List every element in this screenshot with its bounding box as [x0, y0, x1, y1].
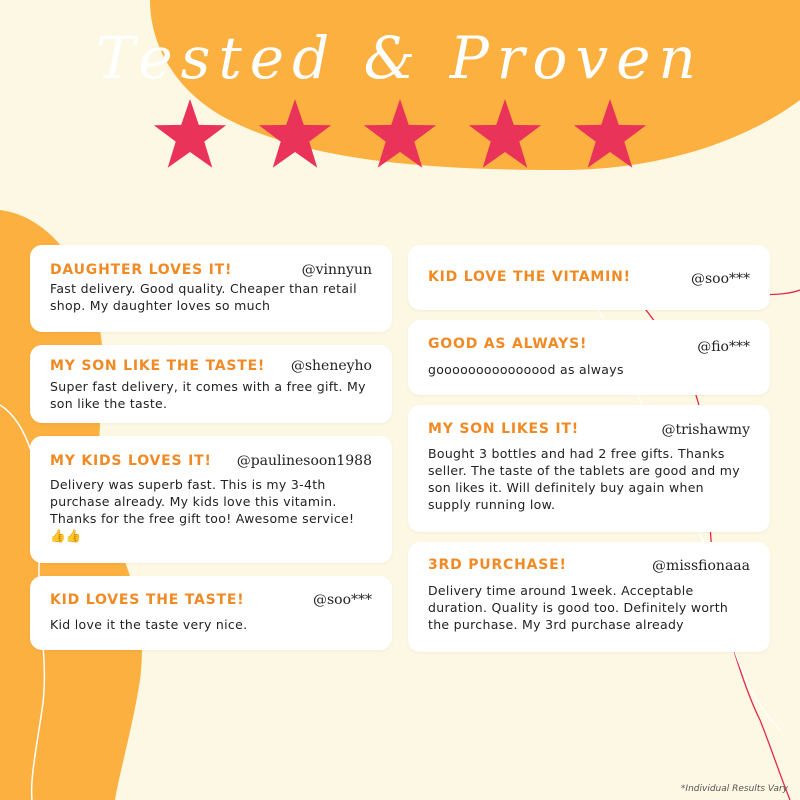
- disclaimer-note: *Individual Results Vary: [680, 784, 788, 794]
- star-icon: [574, 99, 646, 168]
- star-icon: [469, 99, 541, 168]
- review-title: KID LOVE THE VITAMIN!: [428, 269, 631, 285]
- review-handle: @missfionaaa: [652, 558, 750, 574]
- review-handle: @fio***: [697, 339, 750, 355]
- review-handle: @paulinesoon1988: [236, 453, 372, 469]
- review-body: Kid love it the taste very nice.: [50, 617, 248, 632]
- review-body: Fast delivery. Good quality. Cheaper than retail shop. My daughter loves so much: [50, 281, 357, 313]
- review-card-my-son-like-the-taste: [30, 345, 392, 423]
- rating-stars: [150, 95, 650, 175]
- review-title: 3RD PURCHASE!: [428, 557, 567, 573]
- review-handle: @soo***: [312, 592, 372, 608]
- review-card-daughter-loves-it: [30, 245, 392, 332]
- star-icon: [364, 99, 436, 168]
- review-body: Super fast delivery, it comes with a free gift. My son like the taste.: [50, 379, 366, 411]
- star-icon: [154, 99, 226, 168]
- review-card-my-son-likes-it: [408, 405, 770, 532]
- review-card-good-as-always: [408, 320, 770, 395]
- review-body: Bought 3 bottles and had 2 free gifts. Thanks seller. The taste of the tablets are good and my son likes it. Will definitely buy again when supply running low.: [428, 446, 740, 512]
- review-title: GOOD AS ALWAYS!: [428, 336, 588, 352]
- review-title: MY KIDS LOVES IT!: [50, 453, 212, 469]
- review-card-kid-love-the-vitamin: [408, 245, 770, 310]
- review-card-3rd-purchase: [408, 542, 770, 652]
- star-icon: [259, 99, 331, 168]
- review-card-my-kids-loves-it: [30, 436, 392, 563]
- review-body: Delivery time around 1week. Acceptable duration. Quality is good too. Definitely worth the purchase. My 3rd purchase already: [428, 583, 729, 632]
- review-title: MY SON LIKE THE TASTE!: [50, 358, 266, 374]
- review-handle: @sheneyho: [290, 358, 372, 374]
- review-handle: @soo***: [690, 271, 750, 287]
- page-title: Tested & Proven: [96, 24, 704, 92]
- review-body: gooooooooooooood as always: [428, 362, 624, 377]
- review-title: KID LOVES THE TASTE!: [50, 592, 245, 608]
- review-body: Delivery was superb fast. This is my 3-4th purchase already. My kids love this vitamin. Thanks for the free gift too! Awesome service! 👍👍: [50, 477, 355, 543]
- review-title: MY SON LIKES IT!: [428, 421, 579, 437]
- review-handle: @trishawmy: [661, 422, 750, 438]
- review-title: DAUGHTER LOVES IT!: [50, 262, 233, 278]
- review-card-kid-loves-the-taste: [30, 576, 392, 650]
- review-handle: @vinnyun: [301, 262, 372, 278]
